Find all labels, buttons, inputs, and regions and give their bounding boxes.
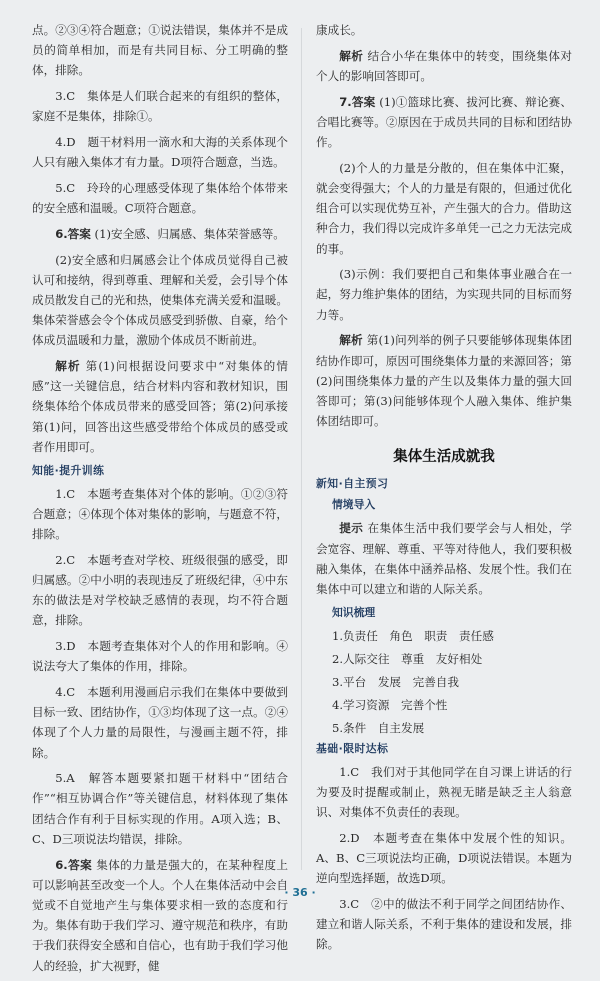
analysis-label: 解析 <box>55 359 81 374</box>
analysis-text: 结合小华在集体中的转变，围绕集体对个人的影响回答即可。 <box>316 48 572 83</box>
tip-text: 在集体生活中我们要学会与人相处，学会宽容、理解、尊重、平等对待他人，我们要积极融入集体，在集体中涵养品格、发展个性。我们在集体中可以建立和谐的人际关系。 <box>316 521 572 596</box>
answer-item: 1.C 本题考查集体对个体的影响。①②③符合题意；④体现个体对集体的影响，与题意不符，排除。 <box>32 486 288 541</box>
answer-item: 5.A 解答本题要紧扣题干材料中“团结合作”“相互协调合作”等关键信息，材料体现了集体团结合作有利于目标实现的作用。A项入选；B、C、D三项说法均错误，排除。 <box>32 771 288 846</box>
answer-item: 4.C 本题利用漫画启示我们在集体中要做到目标一致、团结协作，①③均体现了这一点。②④体现了个人力量的局限性，与漫画主题不符，排除。 <box>32 684 288 760</box>
answer-item: 4.D 题干材料用一滴水和大海的关系体现个人只有融入集体才有力量。D项符合题意，当选。 <box>32 135 288 170</box>
analysis-label: 解析 <box>339 333 363 348</box>
tip-label: 提示 <box>339 521 364 536</box>
subsection-heading: 知识梳理 <box>332 605 376 619</box>
knowledge-item: 3.平台 发展 完善自我 <box>332 674 459 689</box>
left-column <box>32 20 288 981</box>
answer-text: 康成长。 <box>316 23 363 37</box>
answer-item <box>316 92 572 153</box>
answer-text: (1)①篮球比赛、拔河比赛、辩论赛、合唱比赛等。②原因在于成员共同的目标和团结协作。 <box>316 94 572 150</box>
answer-item <box>32 855 288 976</box>
answer-text: (2)个人的力量是分散的，但在集体中汇聚，就会变得强大；个人的力量是有限的，但通过优化组合可以实现优势互补，产生强大的合力。借助这种合力，我们得以完成许多单凭一己之力无法完成的事。 <box>316 160 572 256</box>
section-heading: 新知·自主预习 <box>316 477 389 491</box>
column-divider <box>301 28 302 870</box>
answer-item: 3.C ②中的做法不利于同学之间团结协作、建立和谐人际关系，不利于集体的建设和发展，排除。 <box>316 896 572 952</box>
answer-item: 2.D 本题考查在集体中发展个性的知识。A、B、C三项说法均正确，D项说法错误。本题为逆向型选择题，故选D项。 <box>316 830 572 886</box>
answer-label: 6.答案 <box>55 226 91 241</box>
knowledge-item: 2.人际交往 尊重 友好相处 <box>332 651 483 666</box>
answer-item: 3.C 集体是人们联合起来的有组织的整体，家庭不是集体，排除①。 <box>32 89 288 124</box>
section-heading: 基础·限时达标 <box>316 741 389 755</box>
answer-item: 2.C 本题考查对学校、班级很强的感受，即归属感。②中小明的表现违反了班级纪律，④中东东的做法是对学校缺乏感情的表现，均不符合题意，排除。 <box>32 552 288 628</box>
analysis-text: 第(1)问列举的例子只要能够体现集体团结协作即可，原因可围绕集体力量的来源回答；第(2)问围绕集体力量的产生以及集体力量的强大回答即可；第(3)问能够体现个人融入集体、维护集体团结即可。 <box>316 333 572 429</box>
answer-item <box>32 224 288 244</box>
answer-item: 5.C 玲玲的心理感受体现了集体给个体带来的安全感和温暖。C项符合题意。 <box>32 180 288 216</box>
analysis-label: 解析 <box>339 48 364 63</box>
answer-label: 6.答案 <box>55 857 93 872</box>
knowledge-item: 5.条件 自主发展 <box>332 720 425 735</box>
lesson-title: 集体生活成就我 <box>393 449 495 466</box>
answer-text: (2)安全感和归属感会让个体成员觉得自己被认可和接纳，得到尊重、理解和关爱，会引导个体成员散发自己的光和热，使集体充满关爱和温暖。集体荣誉感会令个体成员感受到骄傲、自豪，给个体成员温暖和力量，激励个体成员不断前进。 <box>32 252 288 348</box>
tip-item <box>316 518 572 599</box>
right-column <box>316 20 572 960</box>
knowledge-item: 1.负责任 角色 职责 责任感 <box>332 628 494 643</box>
section-heading: 知能·提升训练 <box>32 463 105 477</box>
analysis-item <box>32 356 288 457</box>
analysis-item <box>316 330 572 431</box>
answer-item: 1.C 我们对于其他同学在自习课上讲话的行为要及时提醒或制止，熟视无睹是缺乏主人翁意识、对集体不负责任的表现。 <box>316 764 572 820</box>
knowledge-item: 4.学习资源 完善个性 <box>332 697 448 712</box>
answer-item: 3.D 本题考查集体对个人的作用和影响。④说法夸大了集体的作用，排除。 <box>32 638 288 674</box>
answer-text: (3)示例：我们要把自己和集体事业融合在一起，努力维护集体的团结，为实现共同的目标而努力等。 <box>316 267 572 322</box>
subsection-heading: 情境导入 <box>332 498 376 512</box>
answer-text: (1)安全感、归属感、集体荣誉感等。 <box>94 226 285 241</box>
analysis-text: 第(1)问根据设问要求中“对集体的情感”这一关键信息，结合材料内容和教材知识，围绕集体给个体成员带来的感受回答；第(2)问承接第(1)问，回答出这些感受带给个体成员的感受或者作用即可。 <box>32 359 288 454</box>
answer-label: 7.答案 <box>339 94 376 109</box>
page-number: · 36 · <box>284 886 316 899</box>
analysis-item <box>316 46 572 86</box>
answer-text: 集体的力量是强大的，在某种程度上可以影响甚至改变一个人。个人在集体活动中会自觉或不自觉地产生与集体要求相一致的态度和行为。集体有助于我们学习、遵守规范和秩序，有助于我们获得安全感和自信心，也有助于我们学习他人的经验，扩大视野，健 <box>32 857 288 973</box>
answer-text: 点。②③④符合题意；①说法错误，集体并不是成员的简单相加，而是有共同目标、分工明确的整体，排除。 <box>32 23 288 78</box>
